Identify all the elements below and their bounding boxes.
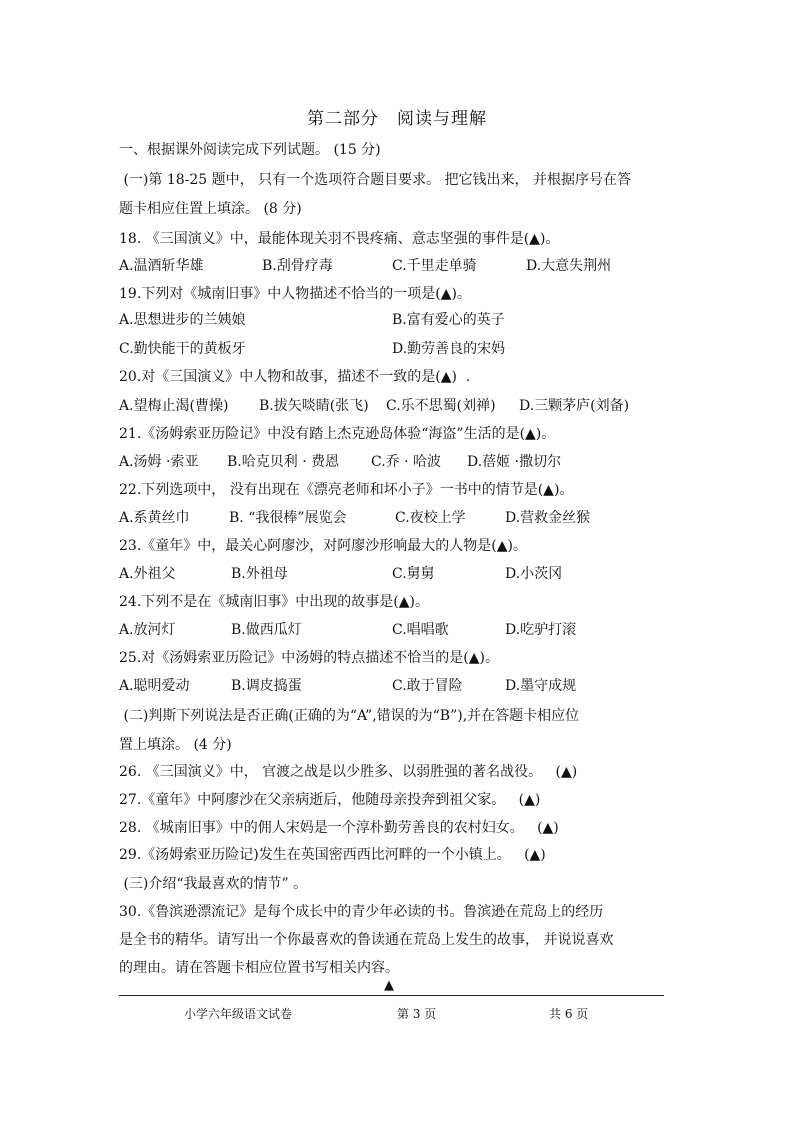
footer-divider [119, 995, 664, 996]
section-instruction-line: (二)判斯下列说法是否正确(正确的为“A”,错误的为“B”),并在答题卡相应位 [119, 708, 580, 724]
option: A.聪明爱动 [119, 678, 190, 694]
option: A.放河灯 [119, 622, 176, 638]
judgement-item: 29.《汤姆索亚历险记)发生在英国密西西比河畔的一个小镇上。 (▲) [119, 847, 546, 863]
option: C.乐不思蜀(刘禅) [386, 398, 496, 414]
option: D.吃驴打滚 [505, 622, 577, 638]
judgement-item: 27.《童年》中阿廖沙在父亲病逝后，他随母亲投奔到祖父家。 (▲) [119, 792, 541, 808]
option: D.蓓姬 ·撒切尔 [467, 454, 562, 470]
question-stem: 19.下列对《城南旧事》中人物描述不恰当的一项是(▲)。 [119, 286, 471, 302]
essay-prompt-line: 是全书的精华。请写出一个你最喜欢的鲁读通在荒岛上发生的故事， 并说说喜欢 [119, 932, 614, 948]
question-stem: 23.《童年》中，最关心阿廖沙，对阿廖沙形响最大的人物是(▲)。 [119, 538, 527, 554]
option: B.调皮捣蛋 [231, 678, 302, 694]
option: A.系黄丝巾 [119, 510, 190, 526]
option: B.哈克贝利 · 费恩 [227, 454, 340, 470]
option: C.乔 · 哈波 [371, 454, 442, 470]
option: C.夜校上学 [395, 510, 466, 526]
option: C.千里走单骑 [392, 258, 477, 274]
option: D.勤劳善良的宋妈 [392, 341, 506, 357]
question-stem: 21.《汤姆索亚历险记》中没有踏上杰克逊岛体验“海盗”生活的是(▲)。 [119, 426, 556, 442]
option: C.勤快能干的黄板牙 [119, 341, 246, 357]
footer-total-pages: 共 6 页 [549, 1007, 589, 1021]
option: D.大意失荆州 [526, 258, 612, 274]
option: D.墨守成规 [505, 678, 577, 694]
answer-mark: ▲ [384, 978, 394, 993]
option: D.营救金丝猴 [505, 510, 591, 526]
judgement-item: 26. 《三国演义》中， 官渡之战是以少胜多、以弱胜强的著名战役。 (▲) [119, 764, 578, 780]
option: A.望梅止渴(曹操) [119, 398, 229, 414]
footer-paper-name: 小学六年级语文试卷 [184, 1007, 293, 1021]
essay-prompt-line: 的理由。请在答题卡相应位置书写相关内容。 [119, 960, 399, 976]
option: B. “我很棒”展览会 [229, 510, 347, 526]
option: B.外祖母 [231, 566, 288, 582]
question-options [119, 676, 679, 776]
option: A.外祖父 [119, 566, 176, 582]
question-stem: 20.对《三国演义》中人物和故事，描述不一致的是(▲) . [119, 369, 471, 385]
section-instruction-line: 题卡相应住置上填涂。 (8 分) [119, 201, 302, 217]
option: B.刮骨疗毒 [262, 258, 333, 274]
option: C.唱唱歌 [392, 622, 449, 638]
option: A.汤姆 ·索亚 [119, 454, 199, 470]
essay-prompt-line: 30.《鲁滨逊漂流记》是每个成长中的青少年必读的书。鲁滨逊在荒岛上的经历 [119, 904, 604, 920]
question-stem: 22.下列选项中， 没有出现在《漂亮老师和坏小子》一书中的情节是(▲)。 [119, 482, 574, 498]
option: D.小茨冈 [505, 566, 563, 582]
option: B.拔矢啖睛(张飞) [259, 398, 369, 414]
option: A.温酒斩华雄 [119, 258, 204, 274]
section-instruction-line: (三)介绍“我最喜欢的情节” 。 [119, 876, 308, 892]
page-title: 第二部分 阅读与理解 [307, 109, 487, 129]
question-stem: 25.对《汤姆索亚历险记》中汤姆的特点描述不恰当的是(▲)。 [119, 650, 499, 666]
option: B.富有爱心的英子 [392, 312, 505, 328]
question-stem: 18. 《三国演义》中，最能体现关羽不畏疼痛、意志坚强的事件是(▲)。 [119, 231, 560, 247]
question-stem: 24.下列不是在《城南旧事》中出现的故事是(▲)。 [119, 594, 429, 610]
option: D.三颗茅庐(刘备) [519, 398, 630, 414]
option: C.敢于冒险 [392, 678, 463, 694]
footer-page-number: 第 3 页 [397, 1007, 437, 1021]
section-heading: 一、根据课外阅读完成下列试题。 (15 分) [119, 142, 381, 158]
section-instruction-line: (一)第 18-25 题中， 只有一个选项符合题目要求。 把它钱出来， 并根据序号在答 [119, 172, 631, 188]
judgement-item: 28. 《城南旧事》中的佣人宋妈是一个淳朴勤劳善良的农村妇女。 (▲) [119, 820, 559, 836]
option: A.思想进步的兰姨娘 [119, 312, 246, 328]
section-instruction-line: 置上填涂。 (4 分) [119, 737, 232, 753]
option: C.舅舅 [392, 566, 435, 582]
option: B.做西瓜灯 [231, 622, 302, 638]
